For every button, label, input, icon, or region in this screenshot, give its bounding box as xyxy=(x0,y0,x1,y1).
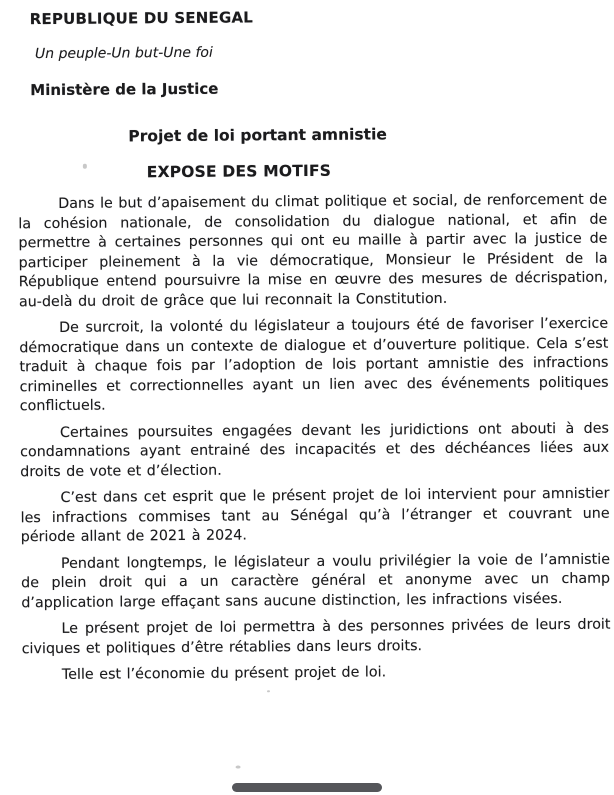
paragraph: De surcroit, la volonté du législateur a toujours été de favoriser l’exercice démocratique dans un contexte de dialogue et d’ouverture politique. Cela s’est traduit à chaque fois par l’adoption de lois portant amnistie des infractions criminelles et correctionnelles ayant un lien avec des événements politiques conflictuels. xyxy=(19,315,609,415)
letterhead-country: REPUBLIQUE DU SENEGAL xyxy=(29,8,254,29)
scan-artifact xyxy=(236,766,241,769)
paragraph: Certaines poursuites engagées devant les juridictions ont abouti à des condamnations ayant entrainé des incapacités et des déchéances liées aux droits de vote et d’élection. xyxy=(20,420,610,480)
scan-artifact xyxy=(83,164,87,169)
home-indicator-handle[interactable] xyxy=(232,783,382,792)
paragraph: Dans le but d’apaisement du climat politique et social, de renforcement de la cohésion nationale, de consolidation du dialogue national, et afin de permettre à certaines personnes qui ont eu maille à partir avec la justice de participer pleinement à la vie démocratique, Monsieur le Président de la République entend poursuivre la mise en œuvre des mesures de décrispation, au-delà du droit de grâce que lui reconnait la Constitution. xyxy=(18,191,608,310)
paragraph: Telle est l’économie du présent projet de loi. xyxy=(61,664,387,683)
expose-des-motifs-heading: EXPOSE DES MOTIFS xyxy=(146,161,332,182)
document-body xyxy=(18,191,611,686)
letterhead-ministry: Ministère de la Justice xyxy=(30,79,219,100)
paragraph: Le présent projet de loi permettra à des personnes privées de leurs droit civiques et politiques d’être rétablies dans leurs droits. xyxy=(21,616,611,657)
document-title: Projet de loi portant amnistie xyxy=(128,125,387,146)
letterhead xyxy=(30,6,612,100)
letterhead-motto: Un peuple-Un but-Une foi xyxy=(34,44,213,63)
paragraph: C’est dans cet esprit que le présent projet de loi intervient pour amnistier les infractions commises tant au Sénégal qu’à l’étranger et couvrant une période allant de 2021 à 2024. xyxy=(20,485,610,546)
paragraph: Pendant longtemps, le législateur a voulu privilégier la voie de l’amnistie de plein droit qui a un caractère général et anonyme avec un champ d’application large effaçant sans aucune distinction, les infractions visées. xyxy=(21,551,611,611)
scan-artifact xyxy=(267,690,270,692)
